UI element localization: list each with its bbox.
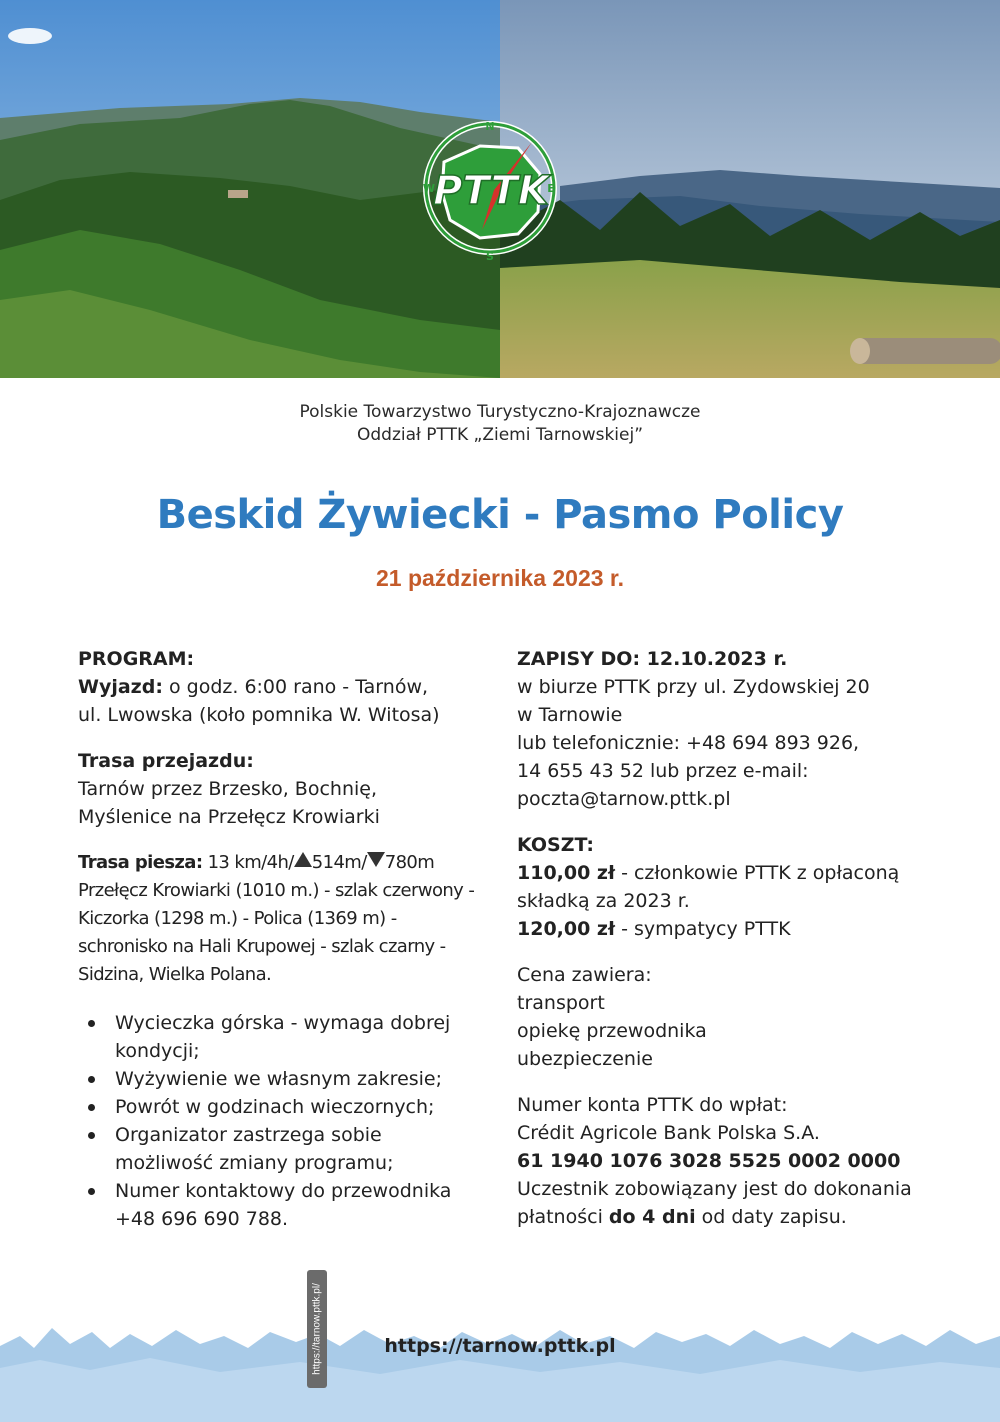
account-number: 61 1940 1076 3028 5525 0002 0000 [517,1150,901,1172]
hike-descent: 780m [384,852,435,873]
departure-text: o godz. 6:00 rano - Tarnów, [162,676,429,698]
route-line-1: Tarnów przez Brzesko, Bochnię, [78,778,378,800]
signup-column [517,645,937,1231]
route-heading: Trasa przejazdu: [78,750,254,772]
signup-line: 14 655 43 52 lub przez e-mail: [517,760,809,782]
account-heading: Numer konta PTTK do wpłat: [517,1094,788,1116]
logo-text: PTTK [433,168,549,214]
cost-members-text: - członkowie PTTK z opłaconą składką za 2023 r. [517,862,900,912]
pttk-logo [420,108,560,268]
organization-line-1: Polskie Towarzystwo Turystyczno-Krajoznawcze [299,402,701,422]
list-item: Numer kontaktowy do przewodnika +48 696 690 788. [78,1177,478,1233]
includes-heading: Cena zawiera: [517,964,652,986]
compass-north-label: N [485,120,495,133]
footer-grass-decoration [0,1318,1000,1422]
cost-members [517,859,937,915]
list-item: Organizator zastrzega sobie możliwość zmiany programu; [78,1121,478,1177]
cost-members-amount: 110,00 zł [517,862,616,884]
compass-south-label: S [486,250,494,263]
program-heading: PROGRAM: [78,648,195,670]
list-item: Powrót w godzinach wieczornych; [78,1093,478,1121]
descent-icon [367,852,385,867]
signup-line: w Tarnowie [517,704,623,726]
compass-east-label: E [547,182,555,195]
organization-name [0,401,1000,447]
header-photo [0,0,1000,378]
organization-line-2: Oddział PTTK „Ziemi Tarnowskiej” [356,425,644,445]
departure-place: ul. Lwowska (koło pomnika W. Witosa) [78,704,440,726]
cost-sympathizers-amount: 120,00 zł [517,918,616,940]
hike-ascent: 514m/ [311,852,367,873]
hike-section [78,849,478,989]
bank-name: Crédit Agricole Bank Polska S.A. [517,1122,820,1144]
list-item: Wyżywienie we własnym zakresie; [78,1065,478,1093]
includes-item: ubezpieczenie [517,1048,653,1070]
event-date: 21 października 2023 r. [375,565,625,591]
vertical-url-label [307,1270,327,1388]
notes-list [78,1009,478,1233]
list-item: Wycieczka górska - wymaga dobrej kondycji; [78,1009,478,1065]
payment-deadline: do 4 dni [608,1206,696,1228]
ascent-icon [294,852,312,867]
page-title: Beskid Żywiecki - Pasmo Policy [156,492,844,538]
includes-item: transport [517,992,605,1014]
signup-email[interactable]: poczta@tarnow.pttk.pl [517,788,731,810]
route-line-2: Myślenice na Przełęcz Krowiarki [78,806,380,828]
hike-distance: 13 km/4h/ [202,852,294,873]
footer-url-link[interactable]: https://tarnow.pttk.pl [384,1335,616,1357]
includes-item: opiekę przewodnika [517,1020,707,1042]
signup-line: w biurze PTTK przy ul. Zydowskiej 20 [517,676,870,698]
hike-description: Przełęcz Krowiarki (1010 m.) - szlak czerwony - Kiczorka (1298 m.) - Polica (1369 m) - schronisko na Hali Krupowej - szlak czarny - Sidzina, Wielka Polana. [78,880,475,985]
hike-label: Trasa piesza: [78,852,203,873]
cost-sympathizers-text: - sympatycy PTTK [615,918,791,940]
signup-line: lub telefonicznie: +48 694 893 926, [517,732,860,754]
departure-info [78,673,478,701]
payment-note-end: od daty zapisu. [695,1206,847,1228]
payment-note [517,1175,937,1231]
departure-label: Wyjazd: [78,676,163,698]
program-column [78,645,478,1233]
signup-heading: ZAPISY DO: 12.10.2023 r. [517,648,788,670]
payment-note-text: Uczestnik zobowiązany jest do dokonania płatności [517,1178,912,1228]
compass-west-label: W [422,182,436,195]
cost-heading: KOSZT: [517,834,595,856]
hike-stats [78,849,478,877]
vertical-url-text: https://tarnow.pttk.pl/ [311,1283,323,1375]
cost-sympathizers [517,915,937,943]
